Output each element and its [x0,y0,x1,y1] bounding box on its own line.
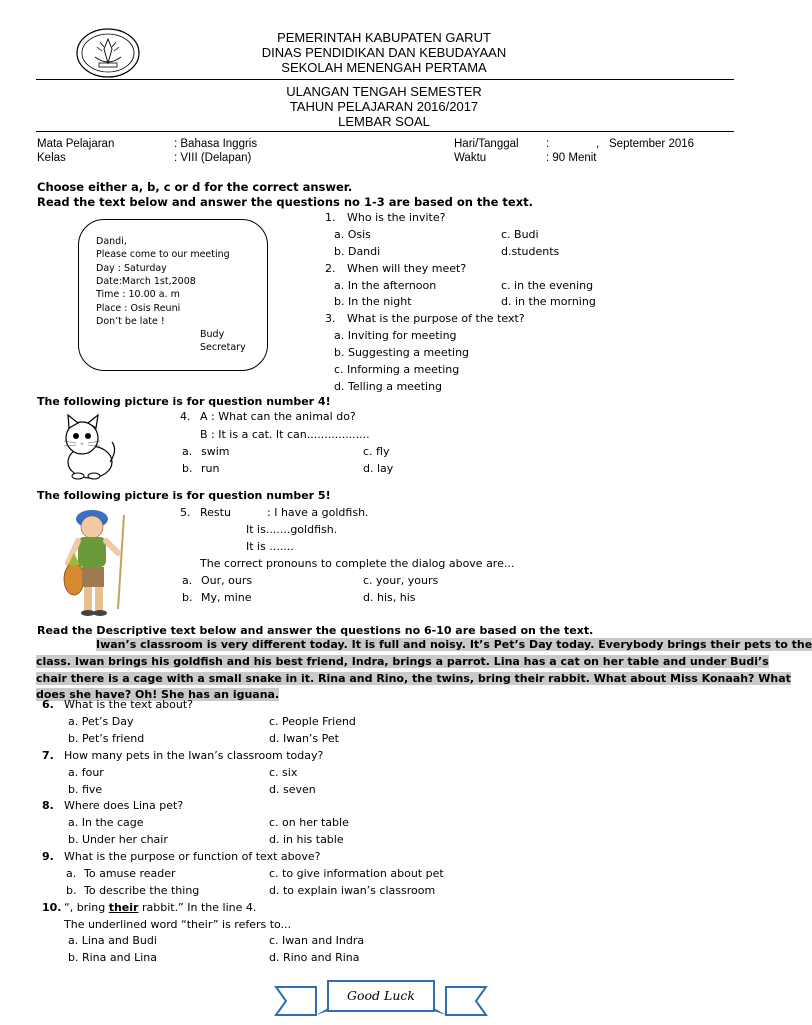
q8-option-c: c. on her table [269,816,349,829]
q9-option-a: To amuse reader [84,867,176,880]
cat-picture [60,410,118,480]
q1-option-a: a. Osis [334,228,371,241]
q5-number: 5. [180,506,191,519]
q7-option-a: a. four [68,766,104,779]
q5-line-2: It is.......goldfish. [246,523,338,536]
day-colon: : [546,138,550,150]
q8-number: 8. [42,799,54,812]
descriptive-instruction: Read the Descriptive text below and answer the questions no 6-10 are based on the text. [37,624,594,637]
q5-speaker: Restu [200,506,231,519]
q5-option-b: My, mine [201,591,252,604]
q5-prompt: The correct pronouns to complete the dialog above are... [200,557,515,570]
good-luck-text: Good Luck [347,988,415,1003]
day-comma: , [596,138,600,150]
q6-number: 6. [42,698,54,711]
class-value: : VIII (Delapan) [174,152,252,164]
letter-line-1: Dandi, [96,236,127,247]
q8-option-d: d. in his table [269,833,344,846]
q10-option-d: d. Rino and Rina [269,951,360,964]
boy-with-fish-picture [62,505,136,617]
q4-option-b: run [201,462,220,475]
header-line-3: SEKOLAH MENENGAH PERTAMA [281,60,487,75]
subject-label: Mata Pelajaran [37,138,115,150]
descriptive-passage [36,637,812,704]
q1-option-c: c. Budi [501,228,539,241]
q5-line-3: It is ....... [246,540,294,553]
q9-option-b-letter: b. [66,884,77,897]
q2-number: 2. [325,262,336,275]
q6-text: What is the text about? [64,698,194,711]
q8-text: Where does Lina pet? [64,799,184,812]
q6-option-b: b. Pet’s friend [68,732,145,745]
q8-option-b: b. Under her chair [68,833,168,846]
q7-option-b: b. five [68,783,103,796]
q4-option-a-letter: a. [182,445,193,458]
q2-option-a: a. In the afternoon [334,279,437,292]
header-line-4: ULANGAN TENGAH SEMESTER [286,84,482,99]
q5-option-c: c. your, yours [363,574,439,587]
header-line-1: PEMERINTAH KABUPATEN GARUT [277,30,491,45]
class-label: Kelas [37,152,66,164]
q10-option-a: a. Lina and Budi [68,934,157,947]
day-label: Hari/Tanggal [454,138,519,150]
q9-text: What is the purpose or function of text above? [64,850,321,863]
q7-number: 7. [42,749,54,762]
q8-option-a: a. In the cage [68,816,144,829]
picture-4-label: The following picture is for question number 4! [37,395,331,408]
q9-option-c: c. to give information about pet [269,867,444,880]
header-divider [36,79,734,80]
q5-option-d: d. his, his [363,591,416,604]
q4-number: 4. [180,410,191,423]
q3-number: 3. [325,312,336,325]
q4-option-d: d. lay [363,462,394,475]
subject-value: : Bahasa Inggris [174,138,258,150]
letter-line-8: Budy [200,329,225,340]
passage-line-2: class. Iwan brings his goldfish and his best friend, Indra, brings a parrot. Lina has a cat on her table and under Budi’s [36,654,769,668]
q1-option-d: d.students [501,245,560,258]
q2-option-d: d. in the morning [501,295,596,308]
q10-text-pre: “, bring [64,901,109,914]
letter-line-2: Please come to our meeting [96,249,230,260]
time-label: Waktu [454,152,487,164]
header-line-5: TAHUN PELAJARAN 2016/2017 [289,99,479,114]
q7-option-c: c. six [269,766,298,779]
q2-text: When will they meet? [347,262,467,275]
q3-option-c: c. Informing a meeting [334,363,460,376]
q10-text-post: rabbit.” In the line 4. [138,901,257,914]
q10-option-c: c. Iwan and Indra [269,934,365,947]
q1-text: Who is the invite? [347,211,446,224]
passage-line-3: chair there is a cage with a small snake in it. Rina and Rino, the twins, bring their rabbit. What about Miss Konaah? What [36,671,791,685]
q10-text-underlined: their [108,901,139,914]
letter-line-3: Day : Saturday [96,263,167,274]
q4-line-2: B : It is a cat. It can.................. [200,428,370,441]
q5-line-1: : I have a goldfish. [267,506,369,519]
q4-option-a: swim [201,445,230,458]
q3-option-b: b. Suggesting a meeting [334,346,470,359]
q10-text-2: The underlined word “their” is refers to... [64,918,292,931]
q10-number: 10. [42,901,62,914]
picture-5-label: The following picture is for question number 5! [37,489,331,502]
passage-line-1: Iwan’s classroom is very different today. It is full and noisy. It’s Pet’s Day today. Everybody brings their pets to the [96,638,812,651]
q2-option-b: b. In the night [334,295,412,308]
q6-option-d: d. Iwan’s Pet [269,732,339,745]
letter-line-5: Time : 10.00 a. m [96,289,180,300]
q4-option-c: c. fly [363,445,390,458]
q2-option-c: c. in the evening [501,279,594,292]
header-line-6: LEMBAR SOAL [338,114,430,129]
q4-line-1: A : What can the animal do? [200,410,356,423]
q9-option-a-letter: a. [66,867,77,880]
q1-number: 1. [325,211,336,224]
q3-text: What is the purpose of the text? [347,312,525,325]
time-value: : 90 Menit [546,152,597,164]
instruction-1: Choose either a, b, c or d for the correct answer. [37,180,353,194]
letter-line-4: Date:March 1st,2008 [96,276,196,287]
q7-text: How many pets in the Iwan’s classroom today? [64,749,324,762]
q5-option-a-letter: a. [182,574,193,587]
q1-option-b: b. Dandi [334,245,381,258]
letter-line-7: Don’t be late ! [96,316,165,327]
q9-option-d: d. to explain iwan’s classroom [269,884,436,897]
header-divider-2 [36,131,734,132]
q3-option-d: d. Telling a meeting [334,380,443,393]
q4-option-b-letter: b. [182,462,193,475]
q5-option-b-letter: b. [182,591,193,604]
header-line-2: DINAS PENDIDIKAN DAN KEBUDAYAAN [261,45,507,60]
q10-option-b: b. Rina and Lina [68,951,157,964]
q10-text [64,901,256,914]
q6-option-a: a. Pet’s Day [68,715,134,728]
letter-line-9: Secretary [200,342,246,353]
day-value: September 2016 [609,138,695,150]
passage-line-4: does she have? Oh! She has an iguana. [36,688,280,702]
q9-number: 9. [42,850,54,863]
q5-option-a: Our, ours [201,574,253,587]
instruction-2: Read the text below and answer the questions no 1-3 are based on the text. [37,195,533,209]
q9-option-b: To describe the thing [84,884,200,897]
q7-option-d: d. seven [269,783,316,796]
q3-option-a: a. Inviting for meeting [334,329,457,342]
letter-line-6: Place : Osis Reuni [96,303,181,314]
q6-option-c: c. People Friend [269,715,356,728]
